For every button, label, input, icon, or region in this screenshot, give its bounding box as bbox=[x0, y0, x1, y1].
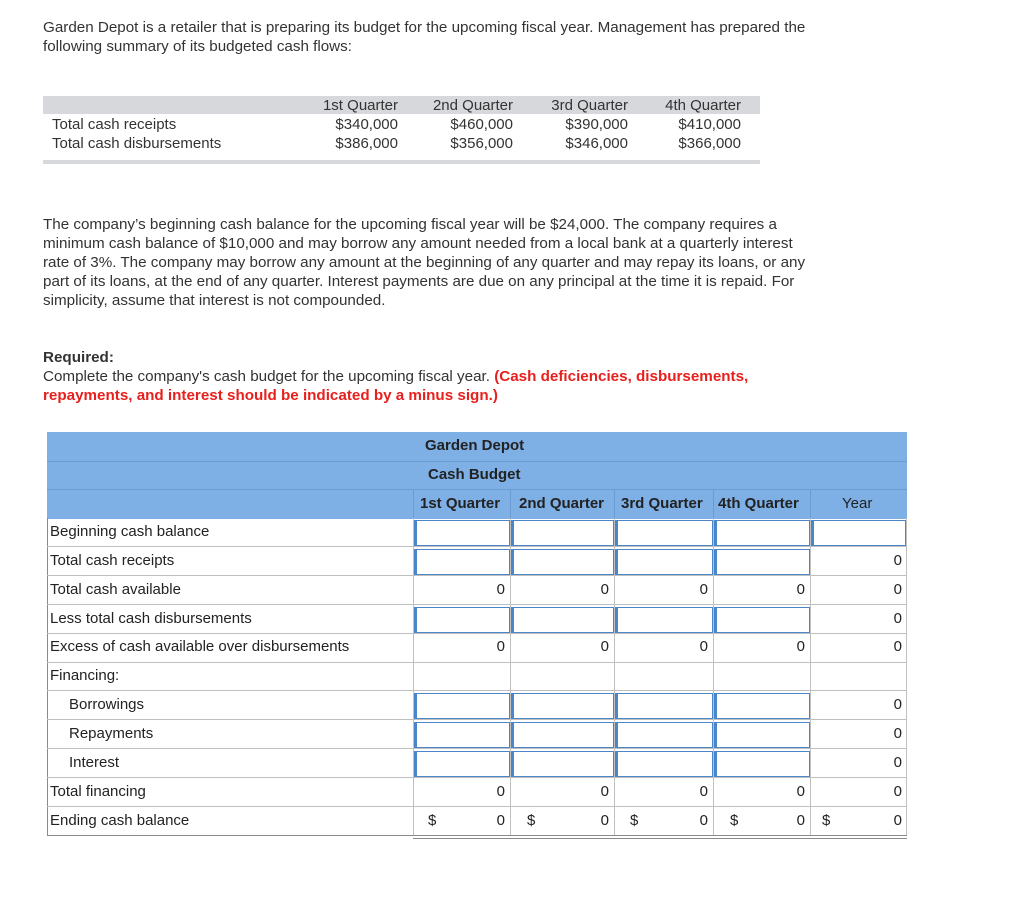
summary-receipts-q1: $340,000 bbox=[335, 116, 398, 133]
value-ending-q1: 0 bbox=[496, 812, 505, 829]
summary-disbursements-q4: $366,000 bbox=[678, 135, 741, 152]
row-divider bbox=[47, 575, 907, 576]
input-receipts-q2[interactable] bbox=[511, 549, 614, 575]
input-repayments-q4[interactable] bbox=[714, 722, 810, 748]
row-divider bbox=[47, 690, 907, 691]
table-left-border bbox=[47, 518, 48, 836]
value-excess-q3: 0 bbox=[699, 638, 708, 655]
input-beginning-year[interactable] bbox=[811, 520, 906, 546]
summary-col-q2: 2nd Quarter bbox=[432, 97, 513, 114]
input-disbursements-q2[interactable] bbox=[511, 607, 614, 633]
row-label-borrowings: Borrowings bbox=[69, 696, 145, 713]
budget-company-name: Garden Depot bbox=[425, 437, 525, 454]
value-excess-year: 0 bbox=[893, 638, 902, 655]
input-disbursements-q4[interactable] bbox=[714, 607, 810, 633]
currency-symbol: $ bbox=[630, 812, 639, 829]
input-interest-q3[interactable] bbox=[615, 751, 713, 777]
col-header-q4: 4th Quarter bbox=[718, 495, 799, 512]
input-disbursements-q1[interactable] bbox=[414, 607, 510, 633]
row-divider bbox=[47, 633, 907, 634]
input-borrowings-q3[interactable] bbox=[615, 693, 713, 719]
instructions-paragraph: The company’s beginning cash balance for the upcoming fiscal year will be $24,000. The company requires a minimum cash balance of $10,000 and may borrow any amount needed from a local bank at a quarterly interest rate of 3%. The company may borrow any amount at the beginning of any quarter and may repay its loans, or any part of its loans, at the end of any quarter. Interest payments are due on any principal at the time it is repaid. For simplicity, assume that interest is not compounded. bbox=[43, 216, 806, 309]
summary-bottom-bar bbox=[43, 160, 760, 164]
input-beginning-q2[interactable] bbox=[511, 520, 614, 546]
column-divider bbox=[810, 518, 811, 836]
currency-symbol: $ bbox=[527, 812, 536, 829]
summary-receipts-q3: $390,000 bbox=[565, 116, 628, 133]
value-excess-q1: 0 bbox=[496, 638, 505, 655]
summary-col-q1: 1st Quarter bbox=[322, 97, 398, 114]
row-divider bbox=[47, 777, 907, 778]
value-available-q1: 0 bbox=[496, 581, 505, 598]
col-header-q1: 1st Quarter bbox=[420, 495, 501, 512]
value-available-q2: 0 bbox=[600, 581, 609, 598]
input-repayments-q1[interactable] bbox=[414, 722, 510, 748]
summary-col-q4: 4th Quarter bbox=[665, 97, 741, 114]
value-financing-q4: 0 bbox=[796, 783, 805, 800]
input-repayments-q3[interactable] bbox=[615, 722, 713, 748]
row-label-disbursements: Less total cash disbursements bbox=[50, 610, 252, 627]
input-beginning-q1[interactable] bbox=[414, 520, 510, 546]
row-divider bbox=[47, 719, 907, 720]
col-header-q2: 2nd Quarter bbox=[519, 495, 605, 512]
row-label-total-receipts: Total cash receipts bbox=[50, 552, 175, 569]
value-excess-q2: 0 bbox=[600, 638, 609, 655]
input-interest-q1[interactable] bbox=[414, 751, 510, 777]
row-label-ending-cash: Ending cash balance bbox=[50, 812, 190, 829]
summary-disbursements-q1: $386,000 bbox=[335, 135, 398, 152]
input-beginning-q3[interactable] bbox=[615, 520, 713, 546]
input-interest-q2[interactable] bbox=[511, 751, 614, 777]
currency-symbol: $ bbox=[428, 812, 437, 829]
value-disbursements-year: 0 bbox=[893, 610, 902, 627]
value-ending-q3: 0 bbox=[699, 812, 708, 829]
table-right-border bbox=[906, 518, 907, 836]
summary-row-disbursements-label: Total cash disbursements bbox=[52, 135, 222, 152]
row-divider bbox=[47, 806, 907, 807]
row-label-financing: Financing: bbox=[50, 667, 120, 684]
input-disbursements-q3[interactable] bbox=[615, 607, 713, 633]
input-receipts-q1[interactable] bbox=[414, 549, 510, 575]
row-divider bbox=[47, 748, 907, 749]
row-label-repayments: Repayments bbox=[69, 725, 154, 742]
value-financing-q2: 0 bbox=[600, 783, 609, 800]
value-available-q3: 0 bbox=[699, 581, 708, 598]
value-available-year: 0 bbox=[893, 581, 902, 598]
summary-disbursements-q2: $356,000 bbox=[450, 135, 513, 152]
header-divider bbox=[510, 489, 511, 518]
value-available-q4: 0 bbox=[796, 581, 805, 598]
value-interest-year: 0 bbox=[893, 754, 902, 771]
input-repayments-q2[interactable] bbox=[511, 722, 614, 748]
value-ending-q4: 0 bbox=[796, 812, 805, 829]
value-repayments-year: 0 bbox=[893, 725, 902, 742]
summary-disbursements-q3: $346,000 bbox=[565, 135, 628, 152]
row-label-beginning-cash: Beginning cash balance bbox=[50, 523, 210, 540]
table-bottom-border bbox=[47, 835, 907, 836]
summary-col-q3: 3rd Quarter bbox=[551, 97, 628, 114]
input-beginning-q4[interactable] bbox=[714, 520, 810, 546]
required-note: (Cash deficiencies, disbursements, repayments, and interest should be indicated by a minus sign.) bbox=[43, 368, 749, 404]
input-borrowings-q2[interactable] bbox=[511, 693, 614, 719]
row-label-total-available: Total cash available bbox=[50, 581, 181, 598]
required-section bbox=[43, 348, 813, 405]
currency-symbol: $ bbox=[730, 812, 739, 829]
value-excess-q4: 0 bbox=[796, 638, 805, 655]
header-divider bbox=[614, 489, 615, 518]
header-divider bbox=[413, 489, 414, 518]
input-receipts-q4[interactable] bbox=[714, 549, 810, 575]
row-label-excess: Excess of cash available over disbursements bbox=[50, 638, 350, 655]
col-header-q3: 3rd Quarter bbox=[621, 495, 703, 512]
summary-row-receipts-label: Total cash receipts bbox=[52, 116, 177, 133]
row-divider bbox=[47, 662, 907, 663]
required-text: Complete the company's cash budget for the upcoming fiscal year. bbox=[43, 368, 490, 385]
row-divider bbox=[47, 546, 907, 547]
input-interest-q4[interactable] bbox=[714, 751, 810, 777]
row-label-total-financing: Total financing bbox=[50, 783, 146, 800]
header-divider bbox=[713, 489, 714, 518]
header-divider bbox=[810, 489, 811, 518]
value-ending-year: 0 bbox=[893, 812, 902, 829]
value-ending-q2: 0 bbox=[600, 812, 609, 829]
row-divider bbox=[47, 604, 907, 605]
value-financing-q1: 0 bbox=[496, 783, 505, 800]
double-underline bbox=[413, 838, 907, 839]
input-borrowings-q1[interactable] bbox=[414, 693, 510, 719]
currency-symbol: $ bbox=[822, 812, 831, 829]
summary-receipts-q4: $410,000 bbox=[678, 116, 741, 133]
col-header-year: Year bbox=[842, 495, 873, 512]
value-receipts-year: 0 bbox=[893, 552, 902, 569]
budget-title: Cash Budget bbox=[428, 466, 521, 483]
value-borrowings-year: 0 bbox=[893, 696, 902, 713]
input-receipts-q3[interactable] bbox=[615, 549, 713, 575]
budget-summary-table bbox=[43, 96, 760, 168]
required-title: Required: bbox=[43, 349, 114, 366]
input-borrowings-q4[interactable] bbox=[714, 693, 810, 719]
value-financing-year: 0 bbox=[893, 783, 902, 800]
row-label-interest: Interest bbox=[69, 754, 120, 771]
value-financing-q3: 0 bbox=[699, 783, 708, 800]
intro-paragraph: Garden Depot is a retailer that is preparing its budget for the upcoming fiscal year. Management has prepared the following summary of its budgeted cash flows: bbox=[43, 19, 806, 55]
summary-receipts-q2: $460,000 bbox=[450, 116, 513, 133]
